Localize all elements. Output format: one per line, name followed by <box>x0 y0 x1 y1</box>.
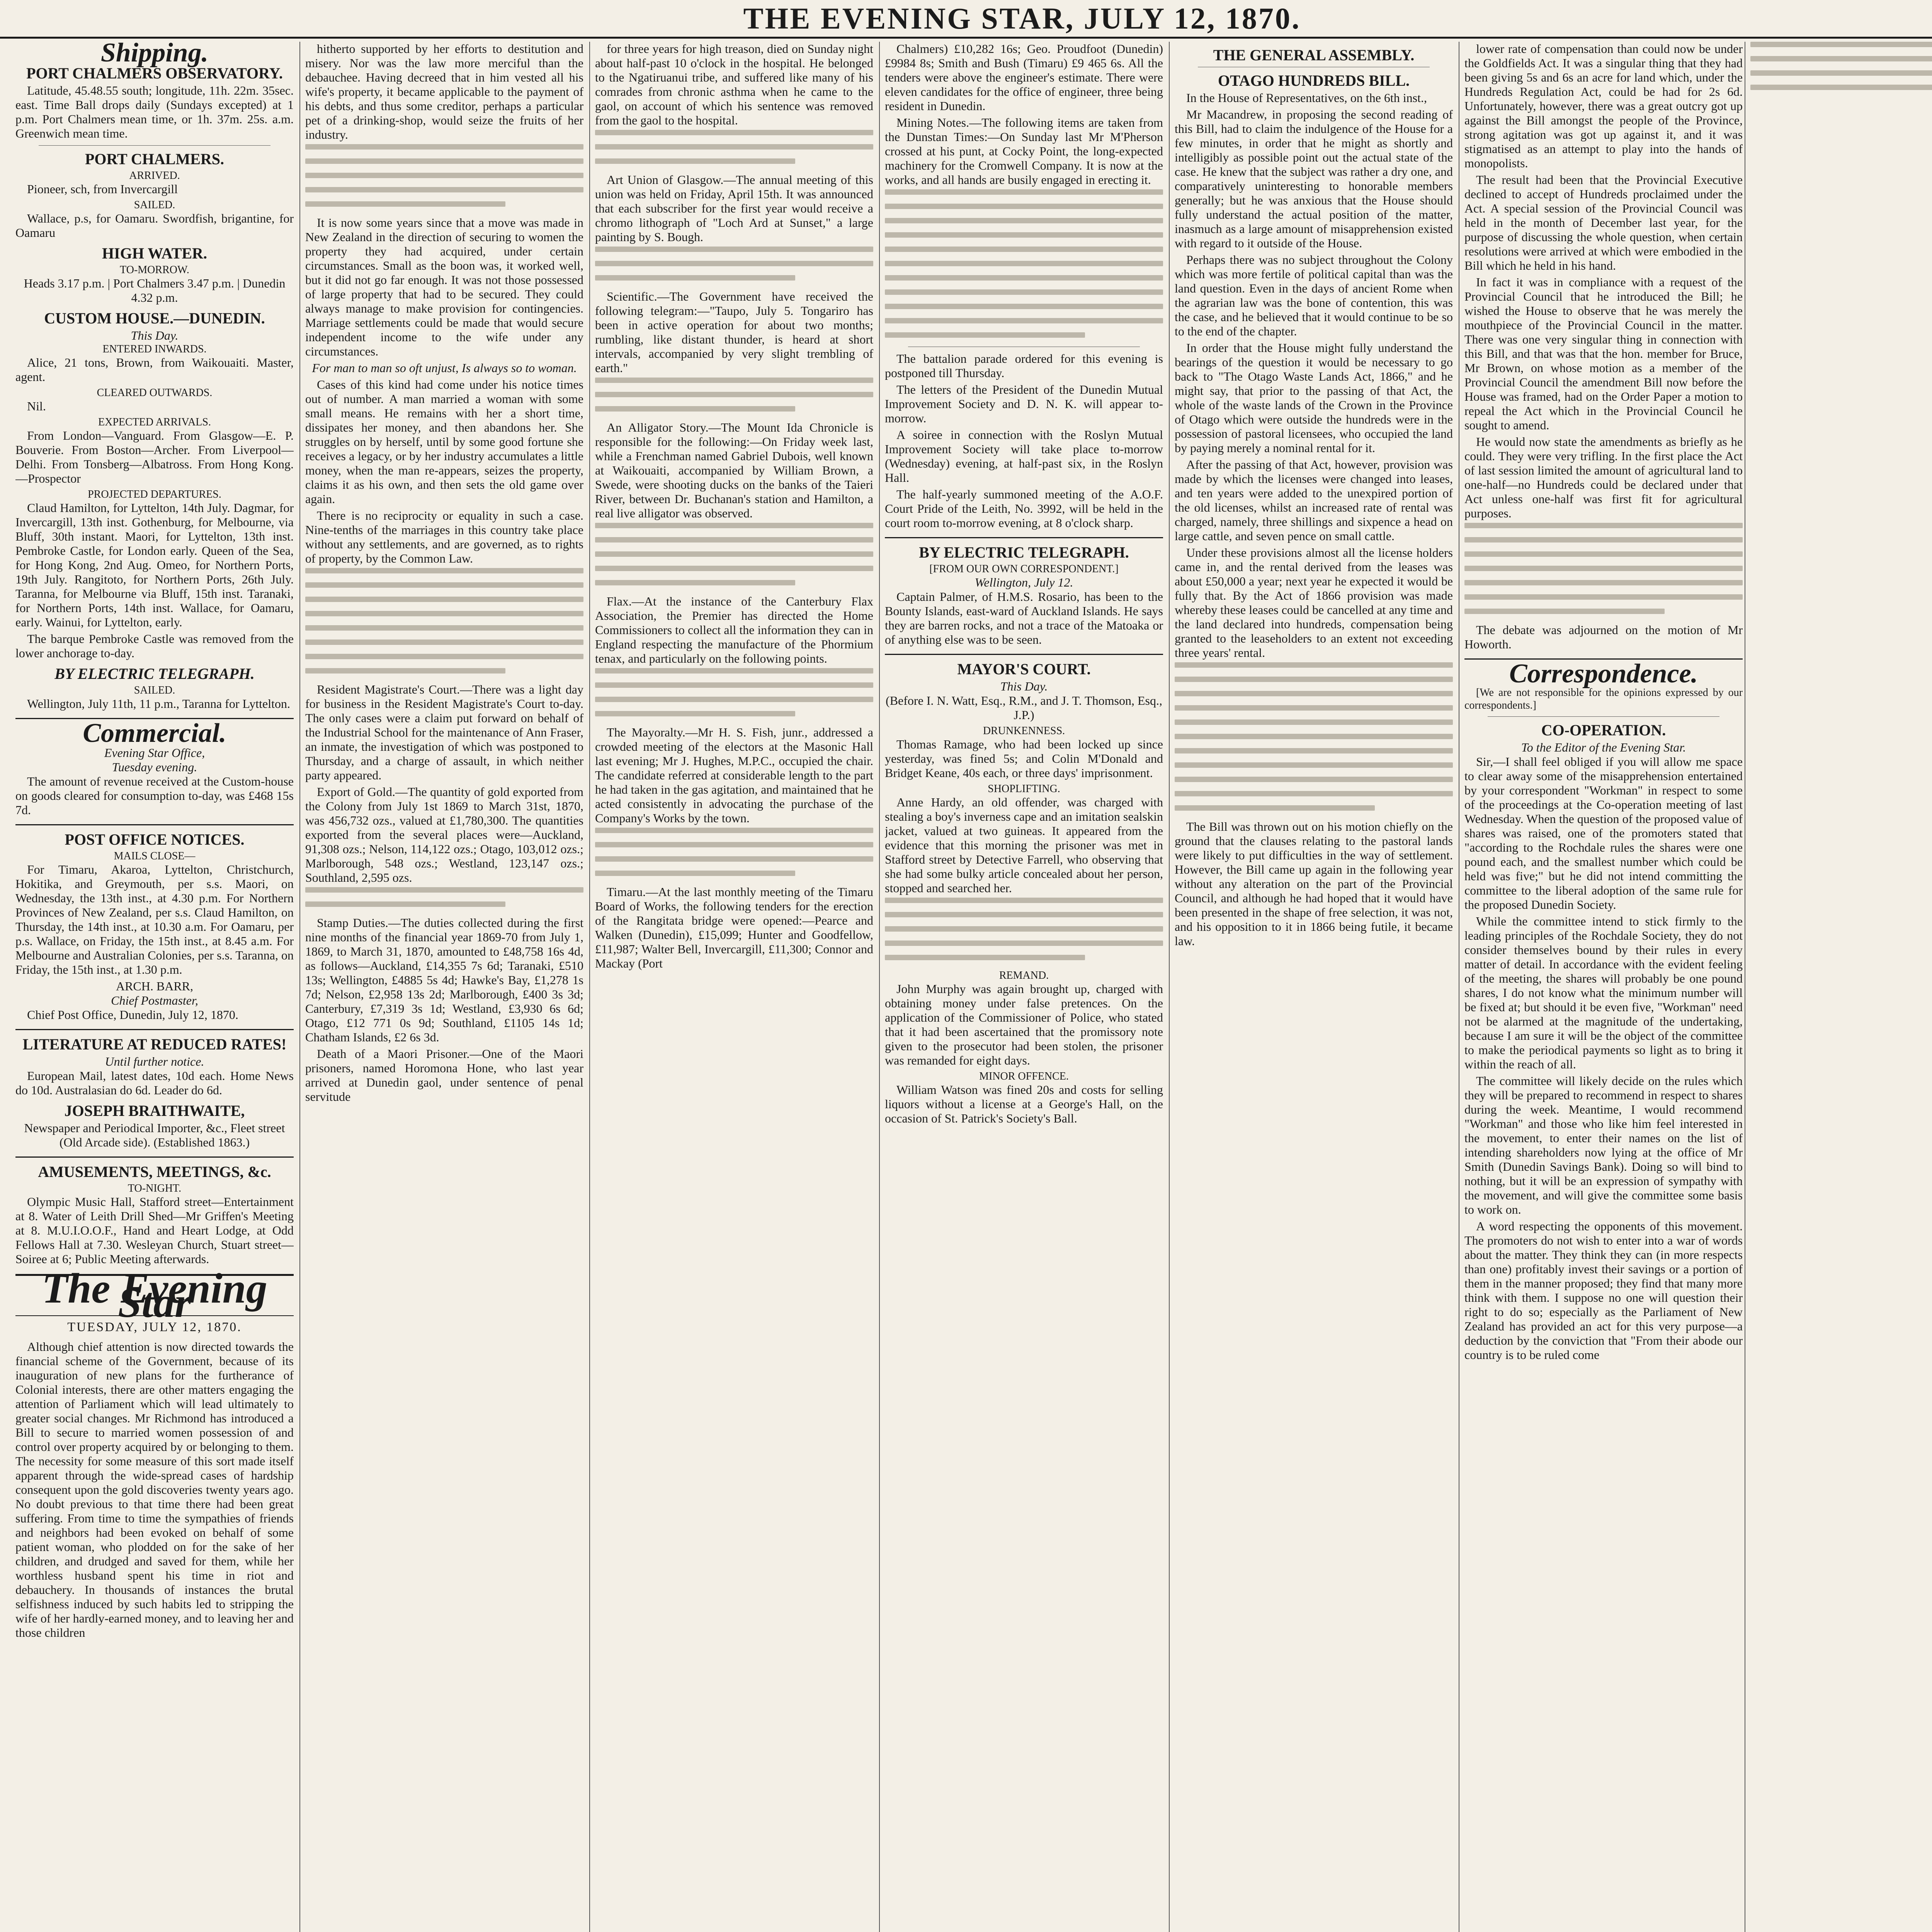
quote-text: For man to man so oft unjust, Is always so to woman. <box>312 361 577 375</box>
telegraph-text: Wellington, July 11th, 11 p.m., Taranna for Lyttelton. <box>27 697 291 711</box>
illegible-text <box>1175 691 1453 696</box>
divider <box>885 654 1163 655</box>
illegible-text <box>1750 85 1932 90</box>
cooperation-to: To the Editor of the Evening Star. <box>1521 740 1686 754</box>
divider <box>39 145 270 146</box>
letter-text: The committee will likely decide on the rules which they will be prepared to recommend in respect to shares during the week. Meantime, I would recommend "Workman" and those who like him feel interested in the movement, to enter their names on the list of intending shareholders now lying at the office of Mr Smith (Dunedin Savings Bank). Doing so will bind to nothing, but it will be an expression of sympathy with the movement, and will give the committee some basis to work on. <box>1464 1074 1743 1216</box>
amusements-text: Olympic Music Hall, Stafford street—Entertainment at 8. Water of Leith Drill Shed—Mr Griffen's Meeting at 8. M.U.I.O.O.F., Hand and Heart Lodge, at Odd Fellows Hall at 7.30. Wesleyan Church, Stuart street—Soiree at 6; Public Meeting afterwards. <box>15 1195 294 1266</box>
illegible-text <box>305 887 583 893</box>
illegible-text <box>1175 777 1453 782</box>
cleared-text: Nil. <box>27 399 46 413</box>
article-text: In fact it was in compliance with a request of the Provincial Council that he introduced the Bill; he wished the House to observe that he was merely the mouthpiece of the Provincial Council in the matter. There was one very singular thing in connection with this Bill, and that was that the hon. member for Bruce, Mr Brown, on whose motion as a member of the Provincial Council the amendment Bill now before the House was framed, had on the Order Paper a motion to repeal the Act which in the Provincial Council he sought to amend. <box>1464 275 1743 432</box>
column-2 <box>305 42 583 1932</box>
illegible-text <box>885 912 1163 917</box>
illegible-text <box>595 682 873 688</box>
column-rule <box>589 42 590 1932</box>
illegible-text <box>1175 662 1453 668</box>
illegible-text <box>885 189 1163 195</box>
shoplifting-text: Anne Hardy, an old offender, was charged with stealing a boy's inverness cape and an imitation sealskin jacket, valued at two guineas. It appeared from the evidence that this morning the prisoner was met in Stafford street by Detective Farrell, who observing that she had some bulky article concealed about her person, stopped and searched her. <box>885 795 1163 895</box>
illegible-text <box>885 218 1163 223</box>
date-line: TUESDAY, JULY 12, 1870. <box>67 1320 242 1334</box>
divider <box>1488 716 1719 717</box>
office-day: Tuesday evening. <box>112 760 197 774</box>
arrived-heading: ARRIVED. <box>129 170 180 182</box>
illegible-text <box>595 828 873 833</box>
drunkenness-text: Thomas Ramage, who had been locked up since yesterday, was fined 5s; and Colin M'Donald and Bridget Keane, 40s each, or three days' imprisonment. <box>885 737 1163 780</box>
article-text: Export of Gold.—The quantity of gold exported from the Colony from July 1st 1869 to March 31st, 1870, was 456,732 ozs., valued at £1,780,300. The quantities exported from the several places were—Auckland, 91,308 ozs.; Nelson, 114,122 ozs.; Otago, 103,012 ozs.; Marlborough, 548 ozs.; Westland, 123,147 ozs.; Southland, 2,595 ozs. <box>305 785 583 884</box>
illegible-text <box>1750 42 1932 47</box>
arrived-text: Pioneer, sch, from Invercargill <box>27 182 178 196</box>
column-rule <box>1169 42 1170 1932</box>
telegraph-sailed-label: SAILED. <box>134 684 175 696</box>
article-text: The debate was adjourned on the motion of Mr Howorth. <box>1464 623 1743 651</box>
divider <box>15 824 294 825</box>
article-text: After the passing of that Act, however, provision was made by which the licenses were changed into leases, and ten years were added to the unexpired portion of the old licenses, whilst an increased rate of rental was charged, namely, three shillings and sixpence a head on large cattle, and seven pence on small cattle. <box>1175 457 1453 543</box>
notice-text: The battalion parade ordered for this evening is postponed till Thursday. <box>885 352 1163 380</box>
revenue-text: The amount of revenue received at the Custom-house on goods cleared for consumption to-day, was £468 15s 7d. <box>15 774 294 817</box>
braithwaite-text: Newspaper and Periodical Importer, &c., Fleet street (Old Arcade side). (Established 1863.) <box>24 1121 285 1149</box>
nameplate: The Evening Star <box>15 1274 294 1316</box>
sailed-text: Wallace, p.s, for Oamaru. Swordfish, brigantine, for Oamaru <box>15 211 294 240</box>
illegible-text <box>305 654 583 659</box>
illegible-text <box>595 580 795 585</box>
article-text: Perhaps there was no subject throughout the Colony which was more fertile of political capital than was the land question. Even in the days of ancient Rome when the agrarian law was the bone of contention, this was the case, and he believed that it would continue to be so to the end of the chapter. <box>1175 253 1453 338</box>
article-text: There is no reciprocity or equality in such a case. Nine-tenths of the marriages in this country take place without any settlements, and are governed, as to rights of property, by the Common Law. <box>305 509 583 565</box>
shipping-heading: Shipping. <box>100 42 209 68</box>
literature-text: European Mail, latest dates, 10d each. Home News do 10d. Australasian do 6d. Leader do 6d. <box>15 1069 294 1097</box>
illegible-text <box>595 392 873 397</box>
divider <box>15 1156 294 1158</box>
article-text: for three years for high treason, died on Sunday night about half-past 10 o'clock in the hospital. He belonged to the Ngatiruanui tribe, and suffered like many of his comrades from chronic asthma when he came to the gaol, on account of which his sentence was removed from the gaol to the hospital. <box>595 42 873 127</box>
braithwaite-heading: JOSEPH BRAITHWAITE, <box>64 1102 245 1119</box>
illegible-text <box>1175 677 1453 682</box>
notice-text: The letters of the President of the Dunedin Mutual Improvement Society and D. N. K. will appear to-morrow. <box>885 383 1163 425</box>
court-heading: MAYOR'S COURT. <box>957 660 1091 678</box>
notice-text: A soiree in connection with the Roslyn Mutual Improvement Society will take place to-morrow (Wednesday) evening, at half-past six, in the Roslyn Hall. <box>885 428 1163 485</box>
illegible-text <box>1464 566 1743 571</box>
post-signature-2: Chief Postmaster, <box>111 993 198 1007</box>
illegible-text <box>1464 580 1743 585</box>
illegible-text <box>1750 70 1932 76</box>
correspondent-label: [FROM OUR OWN CORRESPONDENT.] <box>929 563 1119 575</box>
illegible-text <box>1175 791 1453 796</box>
article-text: Mr Macandrew, in proposing the second reading of this Bill, had to claim the indulgence of the House for a few minutes, in order that he might as shortly and intelligibly as possible point out the actual state of the case. He knew that the subject was rather a dry one, and comparatively uninteresting to honorable members generally; but he was anxious that the House should fully understand the actual position of the matter, inasmuch as a large amount of misapprehension existed with regard to it outside of the House. <box>1175 107 1453 250</box>
column-rule <box>299 42 300 1932</box>
illegible-text <box>595 871 795 876</box>
letter-text: While the committee intend to stick firmly to the leading principles of the Rochdale Society, they do not consider themselves bound by their rules in every matter of detail. In accordance with the evident feeling of the meeting, the shares will probably be one pound shares, I do not know what the minimum number will be fixed at; but should it be even five, "Workman" need not be alarmed at the magnitude of the undertaking, because I am sure it will be the object of the committee to make the periodical payments so light as to bring it within the reach of all. <box>1464 914 1743 1071</box>
illegible-text <box>1175 748 1453 753</box>
article-text: The Bill was thrown out on his motion chiefly on the ground that the clauses relating to the pastoral lands were likely to put difficulties in the way of settlement. However, the Bill came up again in the following year without any alteration on the part of the Provincial Council, and although he had hoped that it would have been presented in the shape of free selection, it was not, and his opposition to it in 1866 being futile, it became law. <box>1175 820 1453 948</box>
illegible-text <box>595 566 873 571</box>
illegible-text <box>1175 719 1453 725</box>
high-water-text: Heads 3.17 p.m. | Port Chalmers 3.47 p.m. | Dunedin 4.32 p.m. <box>24 276 286 304</box>
illegible-text <box>885 261 1163 266</box>
entered-text: Alice, 21 tons, Brown, from Waikouaiti. Master, agent. <box>15 355 294 384</box>
article-text: hitherto supported by her efforts to destitution and misery. Nor was the law more merciful than the debauchee. Having decreed that in him vested all his wife's property, it became applicable to the payment of his debts, and thus some creditor, perhaps a particular pet of a drinking-shop, would seize the fruits of her industry. <box>305 42 583 141</box>
assembly-intro: In the House of Representatives, on the 6th inst., <box>1186 91 1427 105</box>
illegible-text <box>885 940 1163 946</box>
illegible-text <box>1464 523 1743 528</box>
literature-sub: Until further notice. <box>105 1054 204 1068</box>
bill-heading: OTAGO HUNDREDS BILL. <box>1218 72 1410 89</box>
court-day: This Day. <box>1000 679 1048 693</box>
high-water-heading: HIGH WATER. <box>102 245 207 262</box>
tonight-label: TO-NIGHT. <box>128 1182 182 1194</box>
article-text: It is now some years since that a move was made in New Zealand in the direction of securing to women the property they had acquired, under certain circumstances. Small as the boon was, it worked well, but it did not go far enough. It was not those possessed of large property that had to be secured. They could always manage to make provision for contingencies. Marriage settlements could be made that would secure independent income to the wife under any circumstances. <box>305 216 583 358</box>
illegible-text <box>885 898 1163 903</box>
office-line: Evening Star Office, <box>104 746 205 760</box>
illegible-text <box>305 201 505 207</box>
leader-text: Although chief attention is now directed towards the financial scheme of the Government, because of its inauguration of new plans for the furtherance of Colonial interests, there are other matters engaging the attention of Parliament which will lead ultimately to greater social changes. Mr Richmond has introduced a Bill to secure to married women possession of and control over property acquired by or belonging to them. The necessity for some measure of this sort made itself apparent through the wide-spread cases of hardship consequent upon the gold discoveries twenty years ago. No doubt previous to that time there had been great suffering. From time to time the sympathies of friends and neighbors had been evoked on behalf of some patient woman, who plodded on for the sake of her children, and drudged and saved for them, while her worthless husband spent his time in riot and debauchery. In thousands of instances the brutal selfishness induced by such habits led to stripping the wife of her hardly-earned money, and to leaving her and those children <box>15 1340 294 1639</box>
telegraph-heading: BY ELECTRIC TELEGRAPH. <box>919 544 1129 561</box>
illegible-text <box>885 955 1085 960</box>
mails-text: For Timaru, Akaroa, Lyttelton, Christchurch, Hokitika, and Greymouth, per s.s. Maori, on Wednesday, the 13th inst., at 4.30 p.m. For Northern Provinces of New Zealand, per s.s. Claud Hamilton, on Thursday, the 14th inst., at 10.30 a.m. For Oamaru, per p.s. Wallace, on Friday, the 15th inst., at 8.45 a.m. For Melbourne and Australian Colonies, per s.s. Taranna, on Friday, the 15th inst., at 1.30 p.m. <box>15 862 294 976</box>
this-day-label: This Day. <box>131 328 179 342</box>
cooperation-heading: CO-OPERATION. <box>1541 721 1666 739</box>
illegible-text <box>305 668 505 673</box>
article-text: Death of a Maori Prisoner.—One of the Maori prisoners, named Horomona Hone, who last year arrived at Dunedin gaol, under sentence of penal servitude <box>305 1047 583 1104</box>
amusements-heading: AMUSEMENTS, MEETINGS, &c. <box>38 1163 271 1180</box>
divider <box>15 1029 294 1030</box>
observatory-heading: PORT CHALMERS OBSERVATORY. <box>26 65 283 82</box>
column-1 <box>15 42 294 1932</box>
departures-text: Claud Hamilton, for Lyttelton, 14th July. Dagmar, for Invercargill, 13th inst. Gothenburg, for Melbourne, via Bluff, 30th instant. Maori, for Lyttelton, 13th inst. Pembroke Castle, for London early. Queen of the Sea, for Hong Kong, 2nd Aug. Omeo, for Northern Ports, 19th July. Rangitoto, for Northern Ports, 26th July. Taranna, for Melbourne via Bluff, 15th inst. Taranaki, for Northern Ports, 14th inst. Wallace, for Oamaru, early. Wainui, for Lyttelton, early. <box>15 501 294 629</box>
article-text: In order that the House might fully understand the bearings of the question it would be necessary to go back to "The Otago Waste Lands Act, 1866," and he might say, that prior to the passing of that Act, the whole of the waste lands of the Crown in the Province of Otago which were outside the hundreds were in the possession of pastoral licensees, who occupied the land by paying merely a nominal rental for it. <box>1175 341 1453 455</box>
cleared-heading: CLEARED OUTWARDS. <box>97 387 213 399</box>
illegible-text <box>885 304 1163 309</box>
divider <box>885 537 1163 538</box>
illegible-text <box>305 639 583 645</box>
article-text: Timaru.—At the last monthly meeting of the Timaru Board of Works, the following tenders for the erection of the Rangitata bridge were opened:—Pearce and Walken (Dunedin), £15,099; Hunter and Goodfellow, £11,987; Walter Bell, Invercargill, £11,300; Connor and Mackay (Port <box>595 885 873 970</box>
letter-text: A word respecting the opponents of this movement. The promoters do not wish to enter into a war of words about the matter. They think they can (in more respects than one) profitably invest their savings or a portion of them in the manner proposed; they find that many more think with them. I suppose no one will question their right to do so; especially as the Parliament of New Zealand has provided an act for this very purpose—a deduction by the conviction that "From their abode our country is to be ruled come <box>1464 1219 1743 1362</box>
illegible-text <box>595 378 873 383</box>
masthead: THE EVENING STAR, JULY 12, 1870. <box>0 0 1932 39</box>
article-text: An Alligator Story.—The Mount Ida Chronicle is responsible for the following:—On Friday week last, while a Frenchman named Gabriel Dubois, well known at Waikouaiti, accompanied by William Brown, a Swede, were shooting ducks on the banks of the Taieri River, between Dr. Buchanan's station and Hamilton, a real live alligator was observed. <box>595 420 873 520</box>
illegible-text <box>595 523 873 528</box>
post-office-heading: POST OFFICE NOTICES. <box>65 831 245 848</box>
illegible-text <box>595 158 795 164</box>
illegible-text <box>1750 56 1932 61</box>
notice-text: The half-yearly summoned meeting of the A.O.F. Court Pride of the Leith, No. 3992, will be held in the court room to-morrow evening, at 8 o'clock sharp. <box>885 487 1163 530</box>
illegible-text <box>885 204 1163 209</box>
illegible-text <box>595 275 795 281</box>
illegible-text <box>305 582 583 588</box>
illegible-text <box>595 144 873 150</box>
article-text: The result had been that the Provincial Executive declined to accept of Hundreds proclaimed under the Act. A special session of the Provincial Council was held in the month of December last year, for the purpose of discussing the whole question, when certain resolutions were arrived at which were embodied in the Bill which he held in his hand. <box>1464 173 1743 272</box>
article-text: Flax.—At the instance of the Canterbury Flax Association, the Premier has directed the Home Commissioners to collect all the information they can in England respecting the manufacture of the Phormium tenax, and particularly on the following points. <box>595 594 873 665</box>
illegible-text <box>305 597 583 602</box>
barque-text: The barque Pembroke Castle was removed from the lower anchorage to-day. <box>15 632 294 660</box>
illegible-text <box>1464 537 1743 543</box>
illegible-text <box>305 901 505 907</box>
expected-heading: EXPECTED ARRIVALS. <box>98 416 211 428</box>
illegible-text <box>595 261 873 266</box>
illegible-text <box>595 856 873 862</box>
illegible-text <box>595 697 873 702</box>
illegible-text <box>1175 805 1375 811</box>
article-text: Scientific.—The Government have received the following telegram:—"Taupo, July 5. Tongariro has been in active operation for about two months; rumbling, like distant thunder, is heard at short intervals, accompanied by very slight trembling of earth." <box>595 289 873 375</box>
telegraph-heading: BY ELECTRIC TELEGRAPH. <box>54 665 255 682</box>
entered-heading: ENTERED INWARDS. <box>102 343 207 355</box>
illegible-text <box>1175 762 1453 768</box>
correspondence-note: [We are not responsible for the opinions expressed by our correspondents.] <box>1464 687 1743 711</box>
article-text: Resident Magistrate's Court.—There was a light day for business in the Resident Magistrate's Court to-day. The only cases were a claim put forward on behalf of the Industrial School for the maintenance of Ann Fraser, an inmate, the investigation of which was postponed to Thursday, and a charge of assault, in which neither party appeared. <box>305 682 583 782</box>
departures-heading: PROJECTED DEPARTURES. <box>88 488 221 500</box>
tomorrow-label: TO-MORROW. <box>120 264 189 276</box>
remand-heading: REMAND. <box>999 969 1049 981</box>
expected-text: From London—Vanguard. From Glasgow—E. P. Bouverie. From Boston—Archer. From Liverpool—Delhi. From Tonsberg—Albatross. From Hong Kong.—Prospector <box>15 429 294 485</box>
literature-heading: LITERATURE AT REDUCED RATES! <box>22 1036 287 1053</box>
assembly-heading: THE GENERAL ASSEMBLY. <box>1213 46 1415 64</box>
article-text: He would now state the amendments as briefly as he could. They were very trifling. In the first place the Act of last session limited the amount of agricultural land to one-half—no Hundreds could be declared under that Act unless one-half was first fit for agricultural purposes. <box>1464 435 1743 520</box>
illegible-text <box>595 711 795 716</box>
illegible-text <box>885 332 1085 338</box>
illegible-text <box>305 611 583 616</box>
illegible-text <box>305 625 583 631</box>
column-7 <box>1750 42 1932 1932</box>
column-4 <box>885 42 1163 1932</box>
column-6 <box>1464 42 1743 1932</box>
article-text: The Mayoralty.—Mr H. S. Fish, junr., addressed a crowded meeting of the electors at the Masonic Hall last evening; Mr J. Hughes, M.P.C., occupied the chair. The candidate referred at considerable length to the part he had taken in the gas agitation, and maintained that he acted consistently in advocating the purchase of the Company's Works by the town. <box>595 725 873 825</box>
illegible-text <box>885 289 1163 295</box>
illegible-text <box>885 926 1163 932</box>
post-signature-1: ARCH. BARR, <box>116 979 194 993</box>
illegible-text <box>595 537 873 543</box>
illegible-text <box>595 668 873 673</box>
illegible-text <box>885 318 1163 323</box>
court-bench: (Before I. N. Watt, Esq., R.M., and J. T. Thomson, Esq., J.P.) <box>886 694 1162 722</box>
article-text: Art Union of Glasgow.—The annual meeting of this union was held on Friday, April 15th. It was announced that each subscriber for the first year would receive a chromo lithograph of "Loch Ard at Sunset," a large painting by S. Bough. <box>595 173 873 244</box>
illegible-text <box>1464 551 1743 557</box>
minor-offence-text: William Watson was fined 20s and costs for selling liquors without a license at a George's Hall, on the occasion of St. Patrick's Society's Ball. <box>885 1083 1163 1125</box>
column-3 <box>595 42 873 1932</box>
remand-text: John Murphy was again brought up, charged with obtaining money under false pretences. On the application of the Commissioner of Police, who stated that it had been ascertained that the promissory note given to the prosecutor had been stolen, the prisoner was remanded for eight days. <box>885 982 1163 1067</box>
column-rule <box>879 42 880 1932</box>
sailed-heading: SAILED. <box>134 199 175 211</box>
illegible-text <box>885 275 1163 281</box>
illegible-text <box>595 130 873 135</box>
illegible-text <box>305 173 583 178</box>
illegible-text <box>305 158 583 164</box>
telegraph-text: Captain Palmer, of H.M.S. Rosario, has been to the Bounty Islands, east-ward of Auckland Islands. He says they are barren rocks, and not a trace of the Matoaka or of anything else was to be seen. <box>885 590 1163 646</box>
illegible-text <box>1464 609 1665 614</box>
post-signature-3: Chief Post Office, Dunedin, July 12, 1870. <box>27 1008 238 1022</box>
illegible-text <box>1175 705 1453 711</box>
article-text: Chalmers) £10,282 16s; Geo. Proudfoot (Dunedin) £9984 8s; Smith and Bush (Timaru) £9 465 6s. All the tenders were above the engineer's estimate. There were eleven candidates for the office of engineer, three being resident in Dunedin. <box>885 42 1163 113</box>
illegible-text <box>595 842 873 847</box>
article-text: lower rate of compensation than could now be under the Goldfields Act. It was a singular thing that they had been giving 5s and 6s an acre for land which, under the Hundreds Regulation Act, could be had for 2s 6d. Unfortunately, however, there was a great outcry got up against the Bill amongst the people of the Province, strong agitation was got up against it, and it was stigmatised as an attempt to play into the hands of monopolists. <box>1464 42 1743 170</box>
minor-offence-heading: MINOR OFFENCE. <box>979 1070 1069 1082</box>
correspondence-heading: Correspondence. <box>1509 659 1698 689</box>
illegible-text <box>885 247 1163 252</box>
illegible-text <box>595 551 873 557</box>
observatory-text: Latitude, 45.48.55 south; longitude, 11h. 22m. 35sec. east. Time Ball drops daily (Sundays excepted) at 1 p.m. Port Chalmers mean time, or 1h. 37m. 25s. a.m. Greenwich mean time. <box>15 83 294 140</box>
illegible-text <box>305 144 583 150</box>
columns <box>15 42 1932 1932</box>
letter-text: Sir,—I shall feel obliged if you will allow me space to clear away some of the misapprehension entertained by your correspondent "Workman" in respect to some of the proceedings at the Co-operation meeting of last Wednesday. When the question of the proposed value of shares was raised, one of the promoters stated that "according to the Rochdale rules the shares were one pound each, and the smallest number which could be held was five;" but he did not intend committing the committee to the liberal adoption of the same rule for the proposed Dunedin Society. <box>1464 755 1743 912</box>
article-text: Stamp Duties.—The duties collected during the first nine months of the financial year 1869-70 from July 1, 1869, to March 31, 1870, amounted to £48,758 16s 4d, as follows—Auckland, £14,355 7s 6d; Taranaki, £510 13s; Wellington, £4885 5s 4d; Hawke's Bay, £1,278 1s 7d; Nelson, £2,958 13s 2d; Marlborough, £400 3s 3d; Canterbury, £7,319 3s 1d; Westland, £3,930 6s 6d; Otago, £12 771 0s 9d; Southland, £1105 14s 1d; Chatham Islands, £2 6s 3d. <box>305 916 583 1044</box>
illegible-text <box>305 568 583 573</box>
shoplifting-heading: SHOPLIFTING. <box>988 783 1060 795</box>
illegible-text <box>885 232 1163 238</box>
custom-house-heading: CUSTOM HOUSE.—DUNEDIN. <box>44 310 265 327</box>
port-heading: PORT CHALMERS. <box>85 150 224 168</box>
telegraph-date: Wellington, July 12. <box>975 575 1073 589</box>
illegible-text <box>1175 734 1453 739</box>
illegible-text <box>595 406 795 412</box>
illegible-text <box>305 187 583 192</box>
drunkenness-heading: DRUNKENNESS. <box>983 725 1065 737</box>
illegible-text <box>595 247 873 252</box>
article-text: Cases of this kind had come under his notice times out of number. A man married a woman with some small means. He remains with her a short time, dissipates her money, and then abandons her. She struggles on by herself, until by some good fortune she receives a legacy, or by her industry accumulates a little money, when the man re-appears, seizes the property, claims it as his own, and then sets the old game over again. <box>305 378 583 506</box>
commercial-heading: Commercial. <box>83 718 226 748</box>
mails-heading: MAILS CLOSE— <box>114 850 196 862</box>
illegible-text <box>1464 594 1743 600</box>
article-text: Under these provisions almost all the license holders came in, and the rental derived from the leases was about £50,000 a year; next year he expected it would be fully that. By the Act of 1866 provision was made whereby these leases could be cancelled at any time and the land declared into hundreds, compensation being granted to the leaseholders to an extent not exceeding three years' rental. <box>1175 546 1453 660</box>
article-text: Mining Notes.—The following items are taken from the Dunstan Times:—On Sunday last Mr M'Pherson crossed at his punt, at Cocky Point, the long-expected machinery for the Cromwell Company. It is now at the works, and all hands are busily engaged in erecting it. <box>885 116 1163 187</box>
column-5 <box>1175 42 1453 1932</box>
